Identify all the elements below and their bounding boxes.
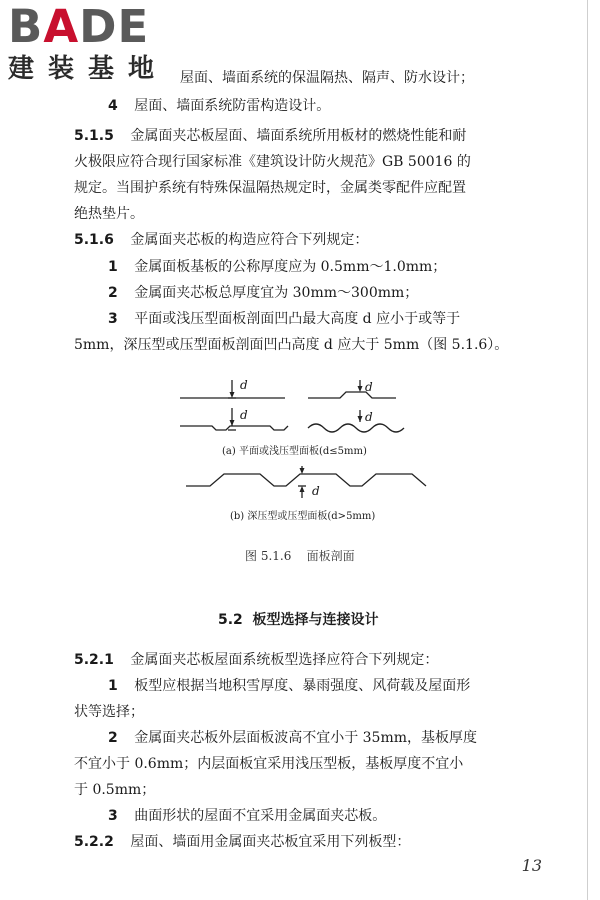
logo-brand: BADE bbox=[8, 0, 150, 53]
dimension-label-d: d bbox=[240, 378, 248, 392]
item-number: 3 bbox=[108, 311, 118, 327]
dimension-label-d: d bbox=[365, 380, 373, 394]
item-number: 1 bbox=[108, 259, 118, 275]
list-item bbox=[108, 96, 330, 116]
clause-number: 5.1.6 bbox=[74, 232, 114, 248]
item-text: 板型应根据当地积雪厚度、暴雨强度、风荷载及屋面形 bbox=[134, 678, 471, 694]
item-number: 2 bbox=[108, 285, 118, 301]
item-text: 不宜小于 0.6mm；内层面板宜采用浅压型板，基板厚度不宜小 bbox=[74, 756, 464, 772]
clause-text: 金属面夹芯板的构造应符合下列规定： bbox=[130, 232, 369, 248]
figure-caption-a: (a) 平面或浅压型面板(d≤5mm) bbox=[222, 446, 367, 457]
section-title: 5.2 板型选择与连接设计 bbox=[218, 612, 379, 628]
clause-5-1-5 bbox=[74, 126, 466, 146]
item-number: 2 bbox=[108, 730, 118, 746]
list-item bbox=[108, 806, 386, 826]
clause-text: 金属面夹芯板屋面系统板型选择应符合下列规定： bbox=[130, 652, 439, 668]
page-number: 13 bbox=[521, 856, 542, 875]
list-item bbox=[108, 283, 418, 303]
item-text: 5mm，深压型或压型面板剖面凹凸高度 d 应大于 5mm（图 5.1.6）。 bbox=[74, 337, 509, 353]
clause-5-2-2 bbox=[74, 832, 410, 852]
dimension-label-d: d bbox=[312, 484, 320, 498]
item-text: 状等选择； bbox=[74, 704, 144, 720]
figure-b-profile bbox=[180, 466, 430, 506]
item-text: 金属面夹芯板外层面板波高不宜小于 35mm，基板厚度 bbox=[134, 730, 478, 746]
list-item bbox=[108, 728, 477, 748]
item-text: 曲面形状的屋面不宜采用金属面夹芯板。 bbox=[134, 808, 387, 824]
list-item bbox=[108, 676, 470, 696]
page-edge bbox=[587, 0, 588, 900]
item-number: 4 bbox=[108, 98, 118, 114]
watermark-logo bbox=[8, 2, 178, 102]
item-number: 3 bbox=[108, 808, 118, 824]
dimension-label-d: d bbox=[240, 408, 248, 422]
clause-5-1-6 bbox=[74, 230, 368, 250]
item-text: 于 0.5mm； bbox=[74, 782, 156, 798]
clause-number: 5.2.1 bbox=[74, 652, 114, 668]
figure-title: 图 5.1.6 面板剖面 bbox=[245, 549, 355, 563]
logo-subtitle: 建装基地 bbox=[8, 54, 169, 84]
item-text: 金属面夹芯板总厚度宜为 30mm～300mm； bbox=[134, 285, 419, 301]
figure-a-profiles bbox=[170, 376, 430, 442]
list-item bbox=[108, 257, 446, 277]
item-text: 屋面、墙面系统防雷构造设计。 bbox=[134, 98, 331, 114]
list-item bbox=[108, 309, 460, 329]
clause-number: 5.1.5 bbox=[74, 128, 114, 144]
clause-5-2-1 bbox=[74, 650, 438, 670]
clause-line: 屋面、墙面系统的保温隔热、隔声、防水设计； bbox=[180, 70, 474, 86]
figure-caption-b: (b) 深压型或压型面板(d>5mm) bbox=[230, 511, 376, 522]
clause-text: 绝热垫片。 bbox=[74, 206, 144, 222]
clause-number: 5.2.2 bbox=[74, 834, 114, 850]
clause-text: 金属面夹芯板屋面、墙面系统所用板材的燃烧性能和耐 bbox=[130, 128, 467, 144]
item-text: 金属面板基板的公称厚度应为 0.5mm～1.0mm； bbox=[134, 259, 447, 275]
item-number: 1 bbox=[108, 678, 118, 694]
clause-text: 屋面、墙面用金属面夹芯板宜采用下列板型： bbox=[130, 834, 411, 850]
dimension-label-d: d bbox=[365, 410, 373, 424]
item-text: 平面或浅压型面板剖面凹凸最大高度 d 应小于或等于 bbox=[134, 311, 461, 327]
clause-text: 规定。当围护系统有特殊保温隔热规定时，金属类零配件应配置 bbox=[74, 180, 466, 196]
clause-text: 火极限应符合现行国家标准《建筑设计防火规范》GB 50016 的 bbox=[74, 154, 471, 170]
